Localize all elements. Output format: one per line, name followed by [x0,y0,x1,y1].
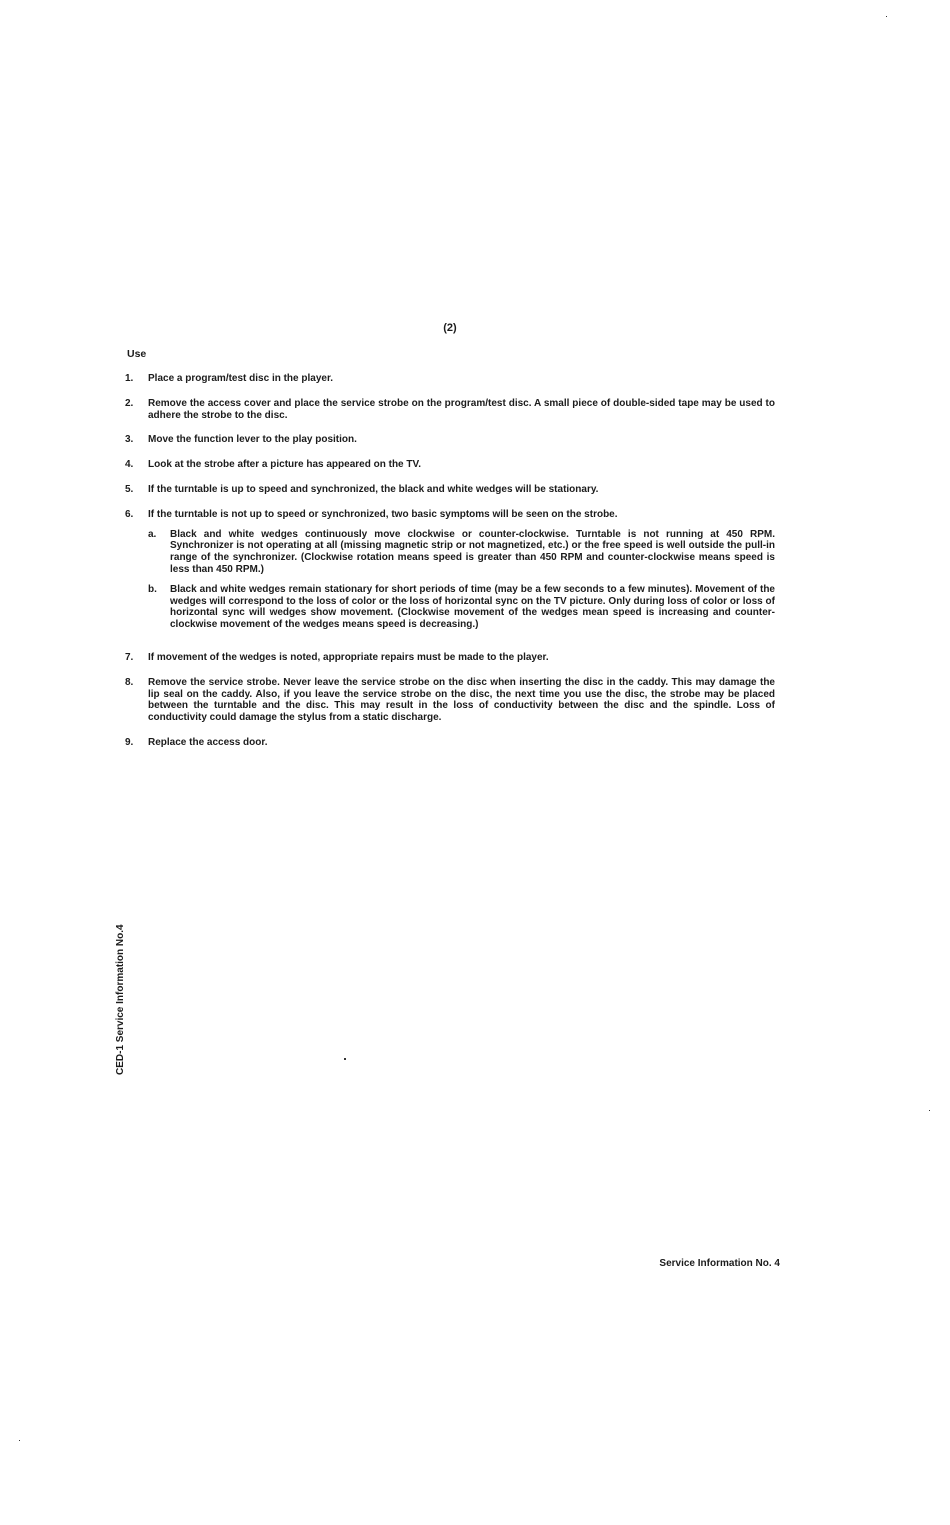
step-text: Place a program/test disc in the player. [148,373,334,384]
substep-letter: a. [148,528,157,540]
step-text: Remove the access cover and place the service strobe on the program/test disc. A small piece of double-sided tape may be used to adhere the strobe to the disc. [148,397,775,421]
side-label: CED-1 Service Information No.4 [115,924,126,1075]
step-number: 1. [125,373,134,384]
step-text: Remove the service strobe. Never leave the service strobe on the disc when inserting the disc in the caddy. This may damage the lip seal on the caddy. Also, if you leave the service strobe on the disc, the next time you use the disc, the strobe may be placed between the turntable and the disc. This may result in the loss of conductivity between the disc and the spindle. Loss of conductivity could damage the stylus from a static discharge. [148,676,775,724]
list-item [125,509,775,639]
substep-text: Black and white wedges remain stationary for short periods of time (may be a few seconds to a few minutes). Movement of the wedges will correspond to the loss of color or the loss of horizontal sync on the TV picture. Only during loss of color or loss of horizontal sync will wedges show movement. (Clockwise movement of the wedges mean speed is increasing and counter-clockwise movement of the wedges means speed is decreasing.) [170,583,775,631]
step-number: 6. [125,508,134,520]
sub-list-item [148,584,775,631]
step-number: 2. [125,397,134,409]
steps-list [125,373,775,762]
substeps-list [148,529,775,631]
list-item [125,652,775,664]
list-item [125,677,775,724]
step-text: Replace the access door. [148,736,268,748]
step-text: Look at the strobe after a picture has appeared on the TV. [148,459,422,471]
scan-speck [19,1440,20,1441]
step-text: If movement of the wedges is noted, appropriate repairs must be made to the player. [148,651,549,663]
step-number: 7. [125,651,134,663]
section-heading: Use [127,348,147,360]
substep-letter: b. [148,583,157,595]
step-text: If the turntable is not up to speed or synchronized, two basic symptoms will be seen on the strobe. [148,508,618,520]
step-number: 5. [125,483,134,495]
scan-speck [929,1110,930,1111]
list-item [125,434,775,446]
list-item [125,373,775,385]
step-number: 3. [125,434,134,446]
page-number: (2) [443,322,457,334]
substep-text: Black and white wedges continuously move clockwise or counter-clockwise. Turntable is not running at 450 RPM. Synchronizer is not operating at all (missing magnetic strip or not magnetized, etc.) or the free speed is well outside the pull-in range of the synchronizer. (Clockwise rotation means speed is greater than 450 RPM and counter-clockwise means speed is less than 450 RPM.) [170,528,775,575]
step-number: 4. [125,459,134,471]
step-text: Move the function lever to the play position. [148,434,357,446]
footer-title: Service Information No. 4 [659,1258,780,1267]
list-item [125,398,775,422]
scan-speck [886,16,887,17]
list-item [125,737,775,749]
step-number: 8. [125,676,134,688]
sub-list-item [148,529,775,576]
step-number: 9. [125,736,134,748]
list-item [125,484,775,496]
step-text: If the turntable is up to speed and synchronized, the black and white wedges will be stationary. [148,483,599,495]
scan-speck [344,1058,346,1060]
list-item [125,459,775,471]
